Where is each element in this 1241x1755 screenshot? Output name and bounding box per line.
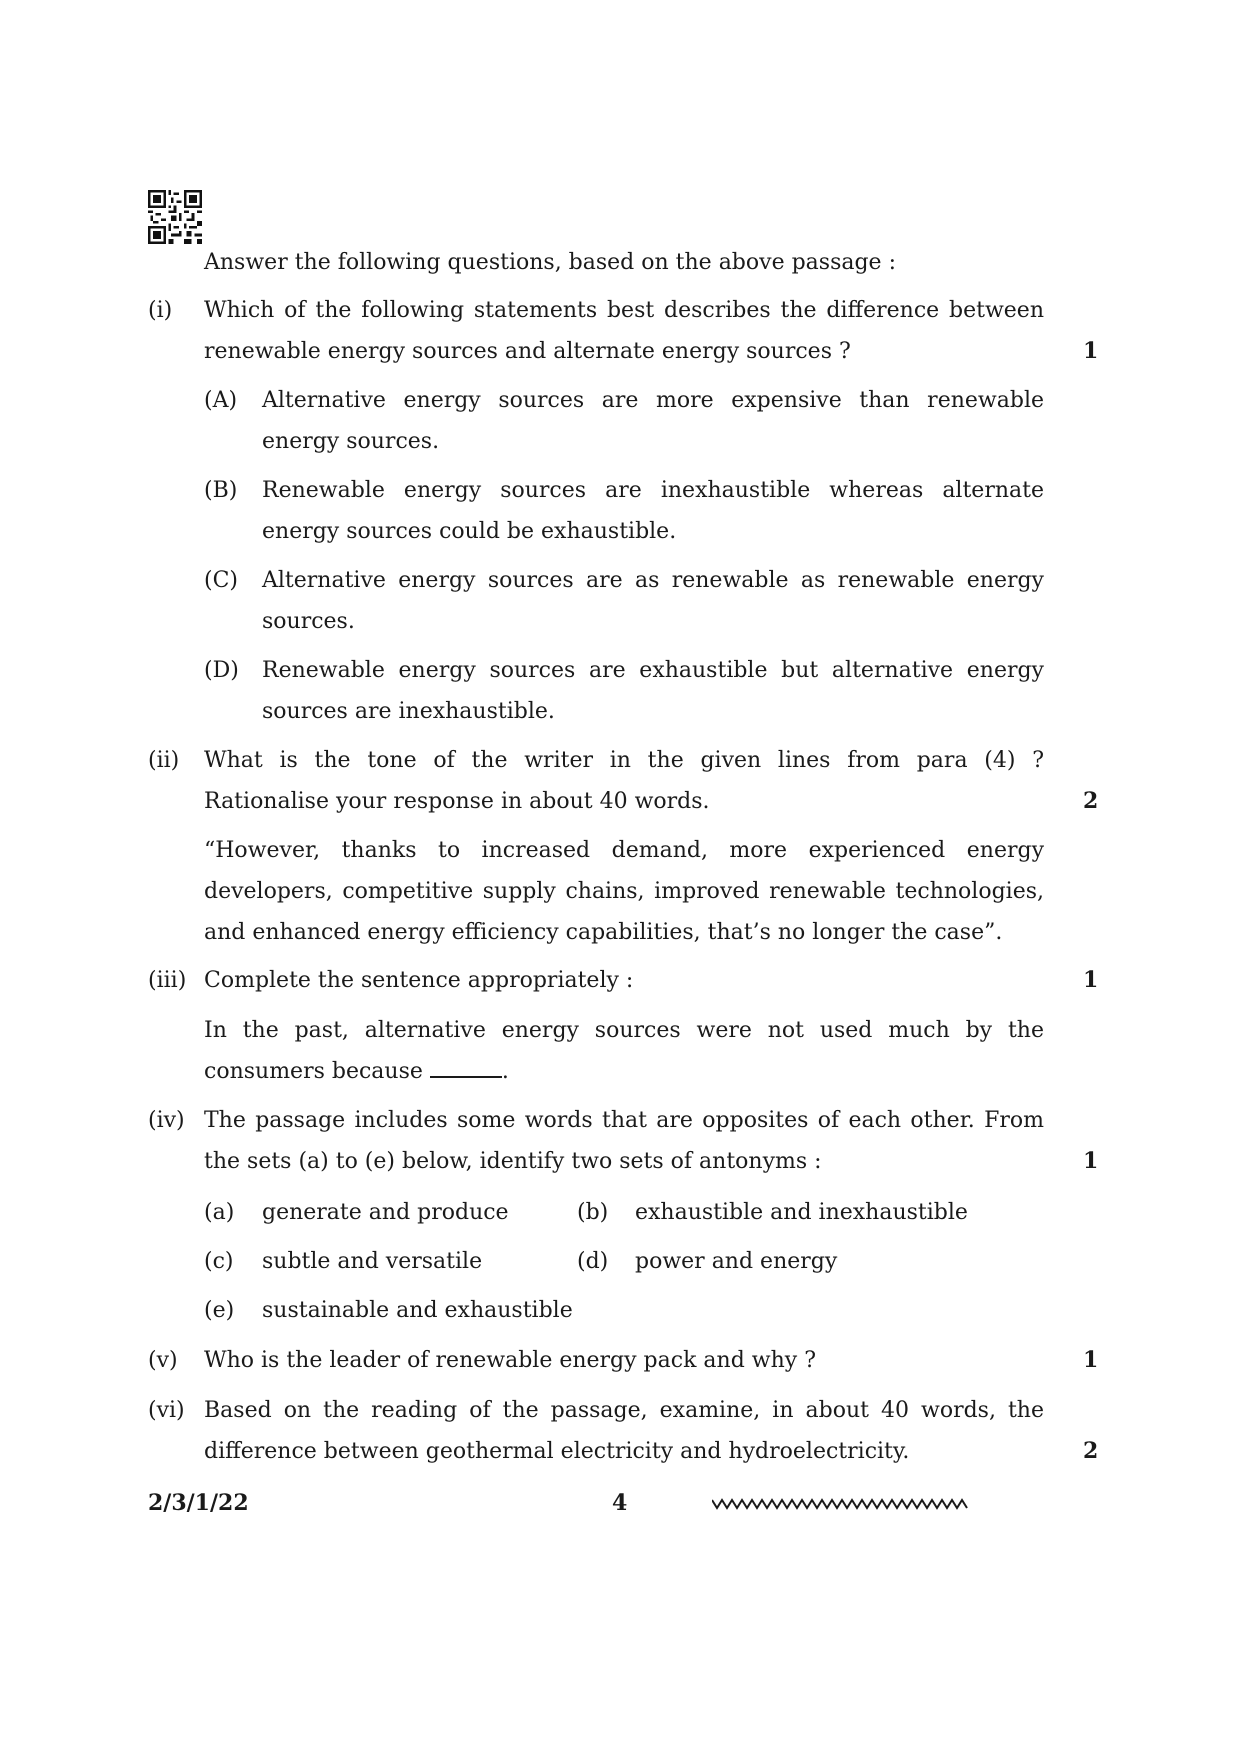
question-marks: 1 <box>1083 338 1099 364</box>
option-label: (B) <box>204 478 238 503</box>
option-text: Alternative energy sources are more expensive than renewable energy sources. <box>262 388 1044 454</box>
sentence-to-complete: In the past, alternative energy sources were not used much by the consumers because . <box>204 1018 1044 1084</box>
instruction-text: Answer the following questions, based on the above passage : <box>204 250 896 275</box>
option-text: Renewable energy sources are inexhaustible whereas alternate energy sources could be exhaustible. <box>262 478 1044 544</box>
question-text: Complete the sentence appropriately : <box>204 968 634 993</box>
question-number: (iii) <box>148 968 187 993</box>
quoted-lines: “However, thanks to increased demand, more experienced energy developers, competitive supply chains, improved renewable technologies, and enhanced energy efficiency capabilities, that’s no longer the case”. <box>204 838 1044 945</box>
question-marks: 1 <box>1083 1347 1099 1373</box>
question-number: (iv) <box>148 1108 185 1133</box>
option-label: (D) <box>204 658 239 683</box>
question-text: Based on the reading of the passage, examine, in about 40 words, the difference between geothermal electricity and hydroelectricity. <box>204 1398 1044 1464</box>
answer-blank <box>430 1058 502 1078</box>
option-text: Renewable energy sources are exhaustible but alternative energy sources are inexhaustible. <box>262 658 1044 724</box>
question-text: Which of the following statements best describes the difference between renewable energy sources and alternate energy sources ? <box>204 298 1044 364</box>
question-marks: 1 <box>1083 967 1099 993</box>
option-label: (C) <box>204 568 238 593</box>
decorative-squiggle <box>712 1496 968 1512</box>
page-number: 4 <box>612 1490 628 1516</box>
option-label: (A) <box>204 388 238 413</box>
question-marks: 1 <box>1083 1148 1099 1174</box>
question-text: Who is the leader of renewable energy pack and why ? <box>204 1348 816 1373</box>
question-text: The passage includes some words that are opposites of each other. From the sets (a) to (e) below, identify two sets of antonyms : <box>204 1108 1044 1174</box>
question-number: (i) <box>148 298 173 323</box>
question-marks: 2 <box>1083 1438 1099 1464</box>
question-number: (vi) <box>148 1398 185 1423</box>
option-text: Alternative energy sources are as renewable as renewable energy sources. <box>262 568 1044 634</box>
question-number: (v) <box>148 1348 178 1373</box>
question-marks: 2 <box>1083 788 1099 814</box>
paper-code: 2/3/1/22 <box>148 1490 249 1516</box>
qr-code <box>148 190 202 244</box>
question-number: (ii) <box>148 748 180 773</box>
question-text: What is the tone of the writer in the given lines from para (4) ? Rationalise your response in about 40 words. <box>204 748 1044 814</box>
